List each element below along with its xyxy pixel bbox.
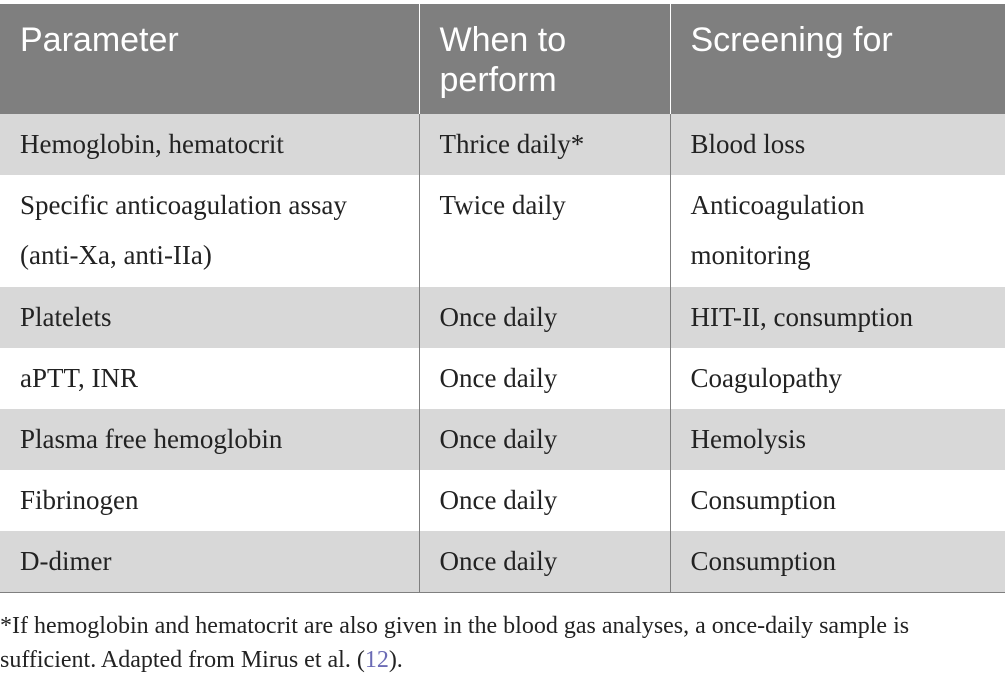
table-row <box>0 287 1005 348</box>
cell-screening: HIT-II, consumption <box>670 287 1005 348</box>
cell-parameter: aPTT, INR <box>0 348 419 409</box>
cell-parameter: Hemoglobin, hematocrit <box>0 114 419 175</box>
cell-parameter: Plasma free hemoglobin <box>0 409 419 470</box>
cell-parameter: Fibrinogen <box>0 470 419 531</box>
cell-when: Once daily <box>419 287 670 348</box>
cell-parameter: Platelets <box>0 287 419 348</box>
cell-when: Once daily <box>419 348 670 409</box>
table-row <box>0 175 1005 287</box>
cell-screening: Blood loss <box>670 114 1005 175</box>
cell-screening: Hemolysis <box>670 409 1005 470</box>
cell-screening: Consumption <box>690 485 837 515</box>
footnote-text: *If hemoglobin and hematocrit are also given in the blood gas analyses, a once-daily sample is sufficient. Adapted from Mirus et al. ( <box>0 613 910 673</box>
table-row <box>0 348 1005 409</box>
cell-parameter: Specific anticoagulation assay (anti-Xa, anti-IIa) <box>0 175 419 287</box>
cell-parameter: D-dimer <box>0 531 419 592</box>
header-row <box>0 4 1005 114</box>
cell-when: Once daily <box>419 409 670 470</box>
cell-when: Once daily <box>419 470 670 531</box>
table-body <box>0 114 1005 592</box>
table-header <box>0 4 1005 114</box>
table-row <box>0 470 1005 531</box>
header-parameter: Parameter <box>0 4 419 114</box>
header-when-to-perform: When to perform <box>419 4 670 114</box>
cell-screening: Anticoagulation monitoring <box>690 190 865 270</box>
table-row <box>0 409 1005 470</box>
header-screening-for: Screening for <box>670 4 1005 114</box>
reference-link[interactable]: 12 <box>364 647 389 673</box>
cell-screening: Coagulopathy <box>690 363 842 393</box>
table-row <box>0 114 1005 175</box>
footnote-end: ). <box>388 647 403 673</box>
cell-screening: Consumption <box>670 531 1005 592</box>
table-row <box>0 531 1005 592</box>
cell-when: Thrice daily* <box>419 114 670 175</box>
monitoring-table <box>0 4 1005 593</box>
cell-when: Once daily <box>419 531 670 592</box>
cell-when: Twice daily <box>419 175 670 287</box>
table-footnote <box>0 609 1000 677</box>
